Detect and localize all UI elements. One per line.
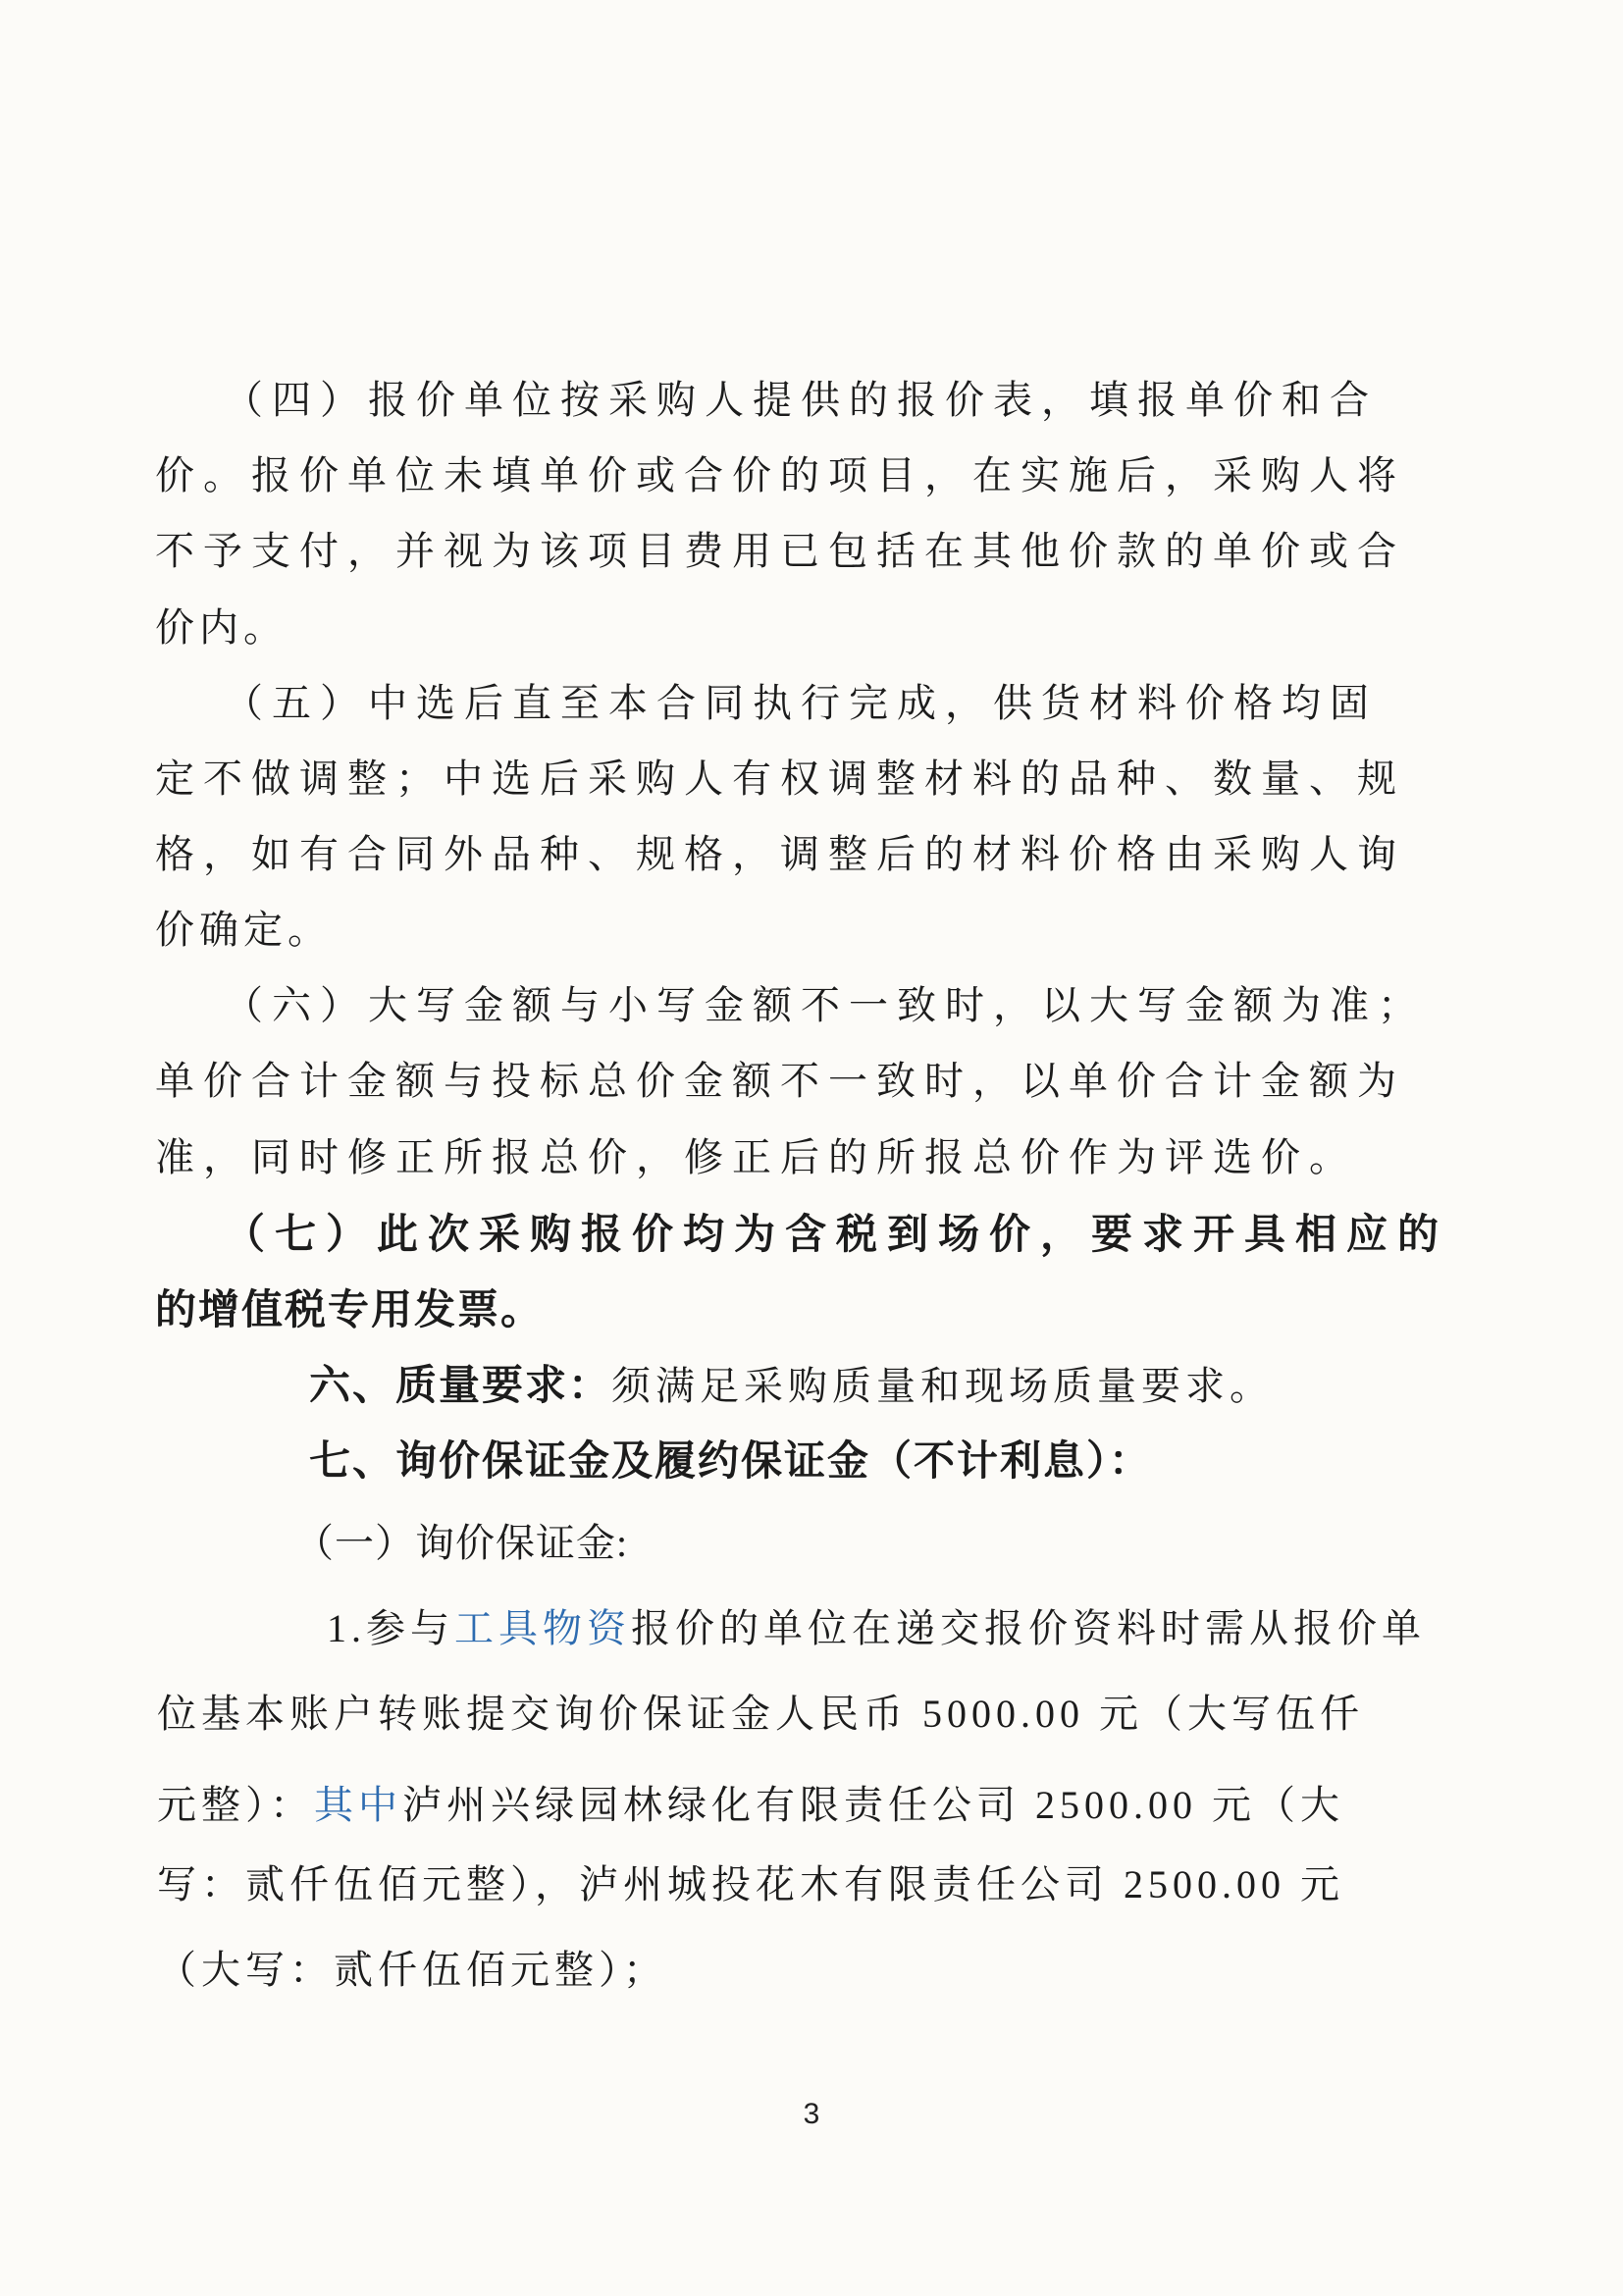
- text-line: [155, 1286, 545, 1332]
- text-line: [155, 1059, 1405, 1103]
- page-number: 3: [803, 2098, 820, 2130]
- text-segment: 定不做调整；中选后采购人有权调整材料的品种、数量、规: [155, 757, 1405, 801]
- text-line: [309, 1362, 1275, 1408]
- text-segment: （大写：贰仟伍佰元整）；: [157, 1948, 667, 1992]
- text-line: [155, 832, 1405, 876]
- text-segment: 其中: [314, 1783, 402, 1827]
- text-line: [294, 1521, 629, 1565]
- text-segment: 写：贰仟伍佰元整），泸州城投花木有限责任公司 2500.00 元: [157, 1862, 1344, 1906]
- text-segment: （七）此次采购报价均为含税到场价，要求开具相应的: [224, 1211, 1449, 1257]
- text-line: [155, 453, 1405, 497]
- text-segment: 六、质量要求：: [309, 1362, 612, 1408]
- text-line: [224, 681, 1378, 725]
- text-line: [155, 605, 288, 650]
- text-segment: （六）大写金额与小写金额不一致时，以大写金额为准；: [224, 983, 1426, 1027]
- text-segment: 价。报价单位未填单价或合价的项目，在实施后，采购人将: [155, 453, 1405, 497]
- text-line: [224, 1211, 1449, 1257]
- text-line: [155, 529, 1405, 573]
- text-segment: （一）询价保证金:: [294, 1521, 629, 1565]
- text-segment: 格，如有合同外品种、规格，调整后的材料价格由采购人询: [155, 832, 1405, 876]
- text-segment: 单价合计金额与投标总价金额不一致时，以单价合计金额为: [155, 1059, 1405, 1103]
- text-segment: 泸州兴绿园林绿化有限责任公司 2500.00 元（大: [402, 1783, 1344, 1827]
- text-segment: （五）中选后直至本合同执行完成，供货材料价格均固: [224, 681, 1378, 725]
- text-line: [155, 759, 1405, 799]
- text-segment: 须满足采购质量和现场质量要求。: [611, 1364, 1275, 1408]
- text-line: [157, 1783, 1344, 1827]
- text-segment: 报价的单位在递交报价资料时需从报价单: [631, 1606, 1426, 1650]
- text-line: [327, 1606, 1426, 1650]
- text-line: [309, 1437, 1153, 1484]
- text-segment: 七、询价保证金及履约保证金（不计利息）：: [309, 1437, 1153, 1484]
- text-line: [224, 378, 1378, 422]
- text-line: [157, 1862, 1344, 1906]
- text-segment: 位基本账户转账提交询价保证金人民币 5000.00 元（大写伍仟: [157, 1692, 1364, 1736]
- text-line: [224, 983, 1426, 1027]
- text-line: [157, 1692, 1364, 1736]
- text-segment: 不予支付，并视为该项目费用已包括在其他价款的单价或合: [155, 529, 1405, 573]
- text-segment: 价确定。: [155, 908, 332, 952]
- text-segment: 元整）：: [157, 1783, 314, 1827]
- text-line: [155, 1135, 1357, 1179]
- text-line: [157, 1948, 667, 1992]
- text-segment: 准，同时修正所报总价，修正后的所报总价作为评选价。: [155, 1135, 1357, 1179]
- text-line: [155, 908, 332, 952]
- text-segment: 价内。: [155, 605, 288, 650]
- text-segment: 1.参与: [327, 1606, 454, 1650]
- text-segment: 工具物资: [454, 1606, 631, 1650]
- text-segment: 的增值税专用发票。: [155, 1286, 545, 1332]
- text-segment: （四）报价单位按采购人提供的报价表，填报单价和合: [224, 378, 1378, 422]
